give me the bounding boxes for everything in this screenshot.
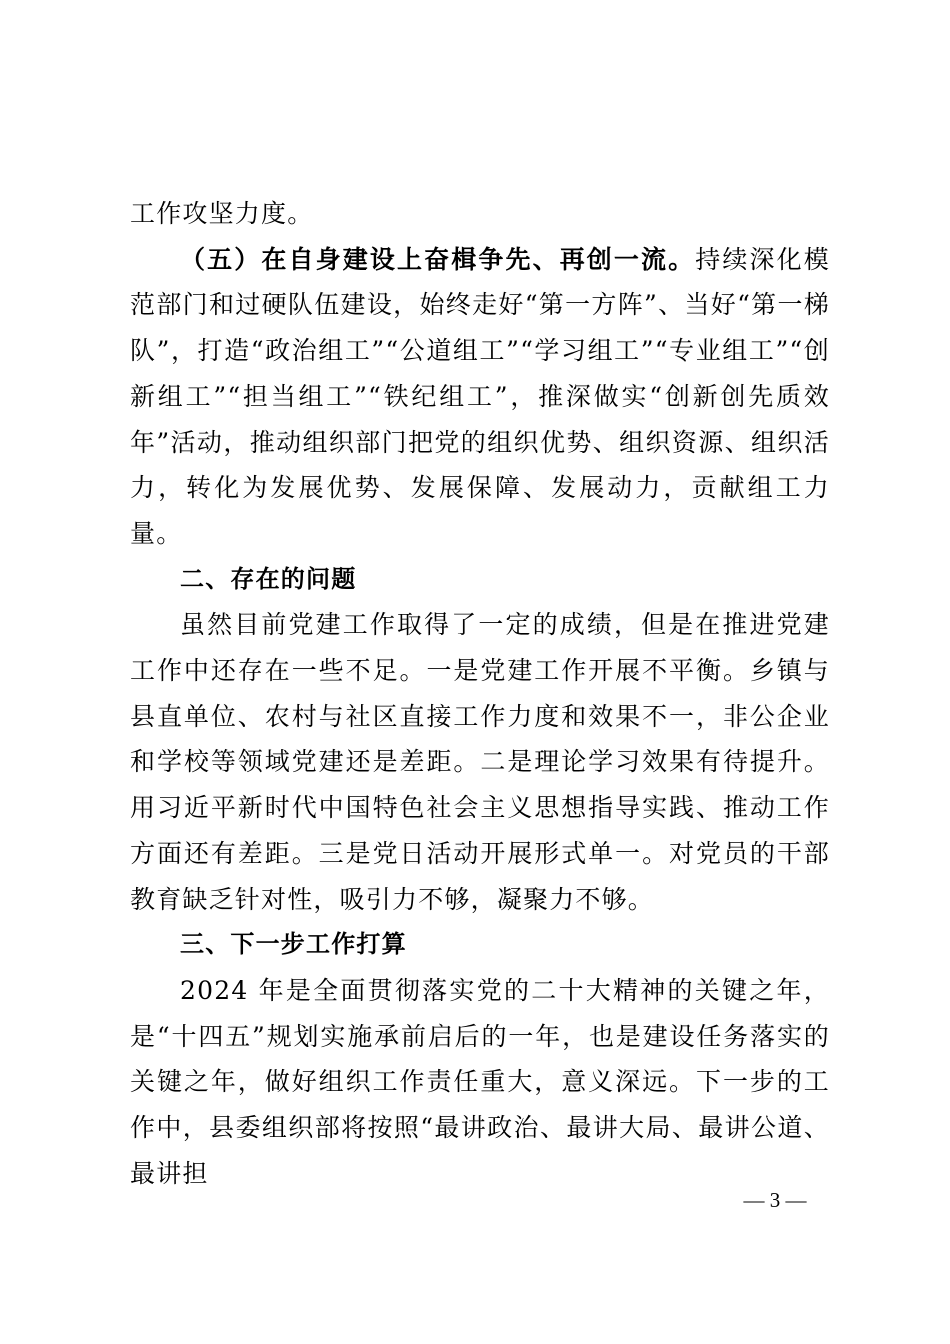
document-body: [130, 191, 830, 1196]
plan-paragraph: 2024 年是全面贯彻落实党的二十大精神的关键之年，是“十四五”规划实施承前启后的一年，也是建设任务落实的关键之年，做好组织工作责任重大，意义深远。下一步的工作中，县委组织部将按照“最讲政治、最讲大局、最讲公道、最讲担: [130, 975, 830, 1188]
page-number: — 3 —: [743, 1188, 807, 1212]
continuation-paragraph: 工作攻坚力度。: [130, 199, 314, 228]
heading-existing-problems: 二、存在的问题: [180, 564, 357, 593]
problems-paragraph: 虽然目前党建工作取得了一定的成绩，但是在推进党建工作中还存在一些不足。一是党建工作开展不平衡。乡镇与县直单位、农村与社区直接工作力度和效果不一，非公企业和学校等领域党建还是差距。二是理论学习效果有待提升。用习近平新时代中国特色社会主义思想指导实践、推动工作方面还有差距。三是党日活动开展形式单一。对党员的干部教育缺乏针对性，吸引力不够，凝聚力不够。: [130, 610, 830, 914]
section-5-body: 持续深化模范部门和过硬队伍建设，始终走好“第一方阵”、当好“第一梯队”，打造“政治组工”“公道组工”“学习组工”“专业组工”“创新组工”“担当组工”“铁纪组工”，推深做实“创新创先质效年”活动，推动组织部门把党的组织优势、组织资源、组织活力，转化为发展优势、发展保障、发展动力，贡献组工力量。: [130, 244, 830, 548]
heading-next-steps: 三、下一步工作打算: [180, 930, 407, 959]
section-5-title: （五）在自身建设上奋楫争先、再创一流。: [180, 244, 696, 274]
section-5-paragraph: [130, 237, 830, 557]
